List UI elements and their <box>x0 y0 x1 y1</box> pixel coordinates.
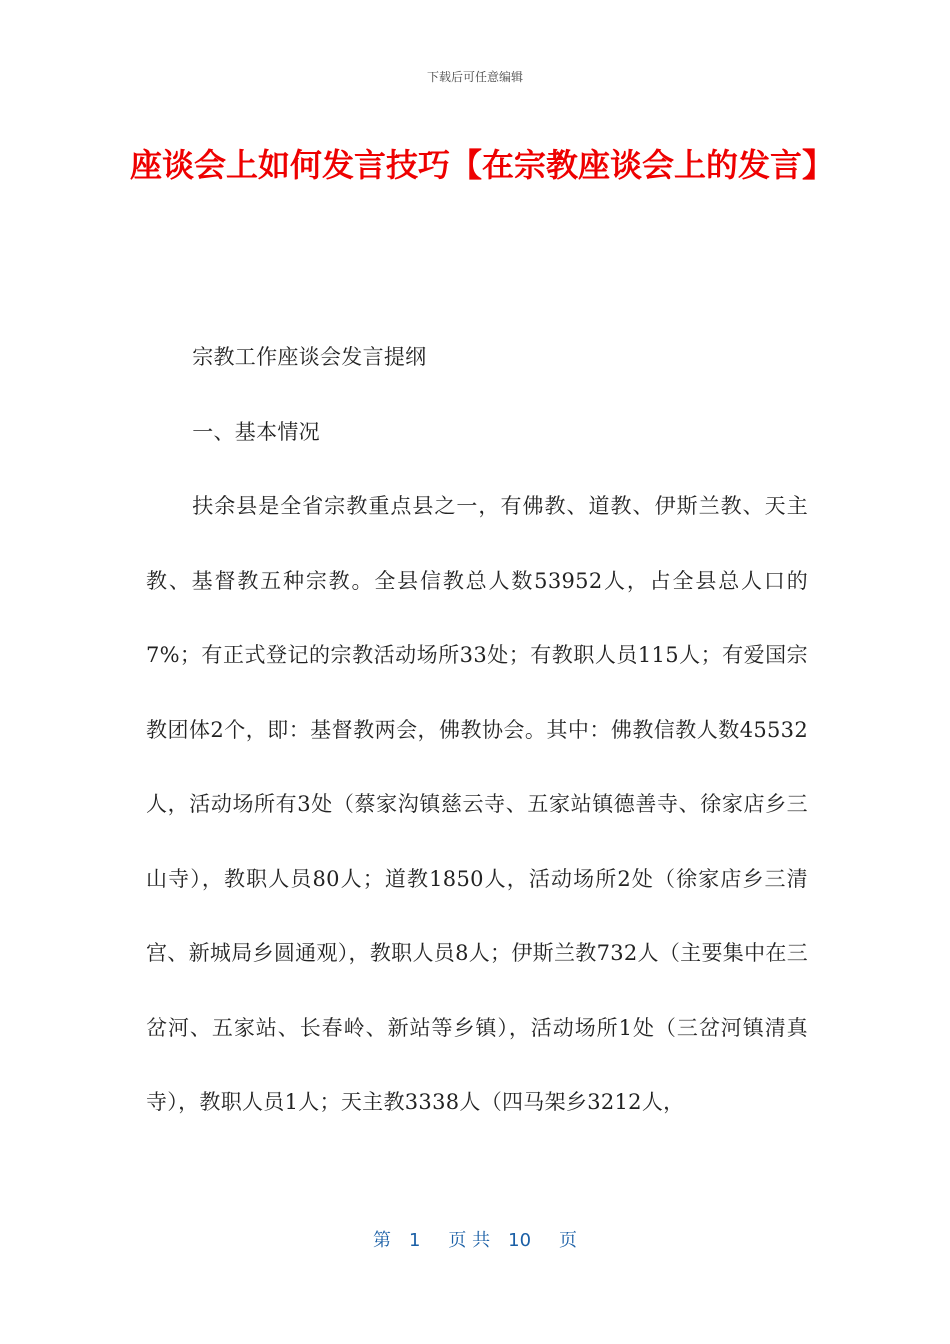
page-footer <box>0 1226 950 1252</box>
page-prefix: 第 <box>372 1230 391 1251</box>
page-suffix: 页 <box>559 1230 578 1251</box>
document-title: 座谈会上如何发言技巧【在宗教座谈会上的发言】 <box>130 146 835 184</box>
page-total: 10 <box>508 1230 532 1251</box>
body-paragraph: 扶余县是全省宗教重点县之一，有佛教、道教、伊斯兰教、天主教、基督教五种宗教。全县信教总人数53952人，占全县总人口的7%；有正式登记的宗教活动场所33处；有教职人员115人；有爱国宗教团体2个，即：基督教两会，佛教协会。其中：佛教信教人数45532人，活动场所有3处（蔡家沟镇慈云寺、五家站镇德善寺、徐家店乡三山寺），教职人员80人；道教1850人，活动场所2处（徐家店乡三清宫、新城局乡圆通观），教职人员8人；伊斯兰教732人（主要集中在三岔河、五家站、长春岭、新站等乡镇），活动场所1处（三岔河镇清真寺），教职人员1人；天主教3338人（四马架乡3212人， <box>146 494 808 1114</box>
paragraph-heading: 宗教工作座谈会发言提纲 <box>192 345 427 369</box>
document-body <box>146 320 808 1140</box>
section-heading: 一、基本情况 <box>192 419 320 444</box>
page-mid: 页 共 <box>448 1230 491 1251</box>
page-number: 1 <box>408 1230 421 1251</box>
header-note: 下载后可任意编辑 <box>426 70 523 84</box>
